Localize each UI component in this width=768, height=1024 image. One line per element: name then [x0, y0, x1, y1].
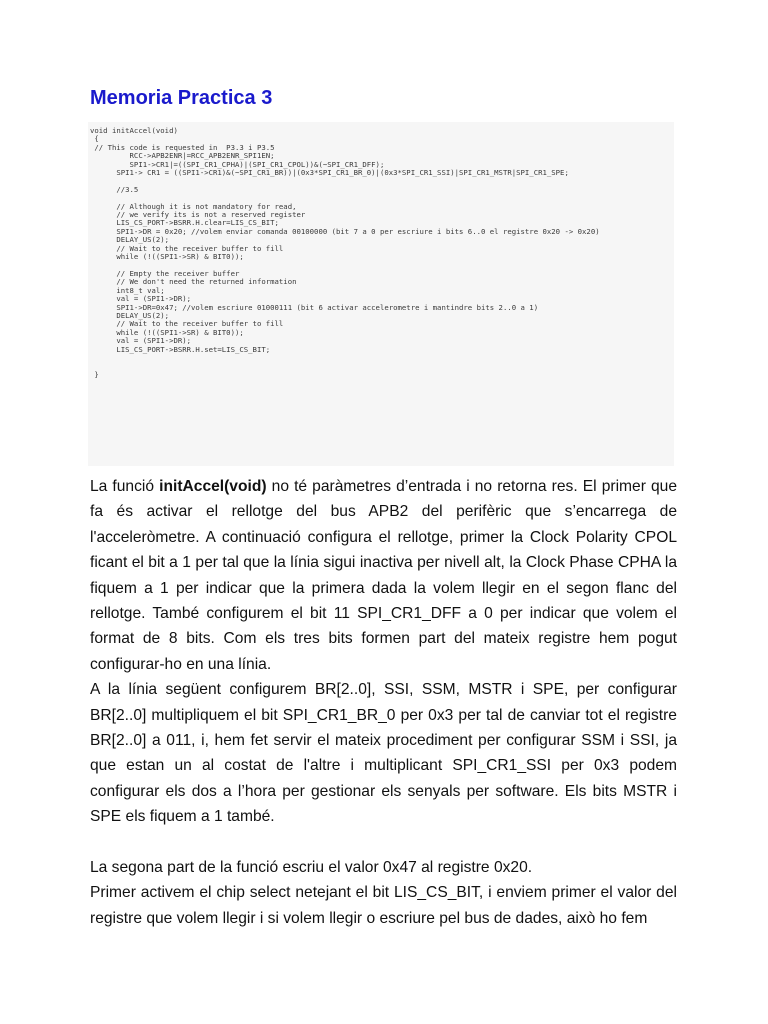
code-line: val = (SPI1->DR); — [90, 294, 192, 304]
function-name-bold: initAccel(void) — [159, 478, 267, 495]
code-line: } — [90, 369, 99, 379]
code-line: RCC->APB2ENR|=RCC_APB2ENR_SPI1EN; — [90, 151, 275, 161]
code-line: // Wait to the receiver buffer to fill — [90, 319, 284, 329]
paragraph-intro-start: La funció — [90, 478, 160, 495]
document-title: Memoria Practica 3 — [90, 87, 273, 109]
code-line: void initAccel(void) — [90, 126, 178, 135]
code-line: int8_t val; — [90, 285, 165, 295]
code-line: LIS_CS_PORT->BSRR.H.clear=LIS_CS_BIT; — [90, 218, 279, 228]
code-line: // we verify its is not a reserved register — [90, 210, 306, 220]
paragraph-second-part: La segona part de la funció escriu el valor 0x47 al registre 0x20. — [90, 859, 533, 877]
code-line: SPI1->DR = 0x20; //volem enviar comanda 00100000 (bit 7 a 0 per escriure i bits 6..0 el registre 0x20 -> 0x20) — [90, 226, 600, 236]
code-line: DELAY_US(2); — [90, 310, 170, 320]
code-line: while (!((SPI1->SR) & BIT0)); — [90, 252, 244, 262]
code-line: //3.5 — [90, 184, 139, 194]
code-line: // Wait to the receiver buffer to fill — [90, 243, 284, 253]
code-screenshot — [88, 122, 674, 466]
code-block — [88, 122, 674, 379]
code-line: SPI1->CR1|=((SPI_CR1_CPHA)|(SPI_CR1_CPOL))&(~SPI_CR1_DFF); — [90, 159, 385, 169]
code-line: DELAY_US(2); — [90, 235, 170, 245]
paragraph-intro — [90, 474, 677, 677]
code-line: // Although it is not mandatory for read, — [90, 201, 297, 211]
paragraph-spacer — [90, 830, 677, 855]
code-line: SPI1-> CR1 = ((SPI1->CR1)&(~SPI_CR1_BR))|(0x3*SPI_CR1_BR_0)|(0x3*SPI_CR1_SSI)|SPI_CR1_MSTR|SPI_CR1_SPE; — [90, 168, 569, 178]
code-line: // We don't need the returned information — [90, 277, 297, 287]
code-line: LIS_CS_PORT->BSRR.H.set=LIS_CS_BIT; — [90, 344, 271, 354]
code-line: // This code is requested in P3.3 i P3.5 — [90, 142, 275, 152]
code-line: // Empty the receiver buffer — [90, 268, 240, 278]
paragraph-intro-rest: no té paràmetres d’entrada i no retorna res. El primer que fa és activar el rellotge del bus APB2 del perifèric que s’encarrega de l'acceleròmetre. A continuació configura el rellotge, primer la Clock Polarity CPOL ficant el bit a 1 per tal que la línia sigui inactiva per nivell alt, la Clock Phase CPHA la fiquem a 1 per indicar que la primera dada la volem llegir en el segon flanc del rellotge. També configurem el bit 11 SPI_CR1_DFF a 0 per indicar que volem el format de 8 bits. Com els tres bits formen part del mateix registre hem pogut configurar-ho en una línia. — [90, 478, 677, 673]
code-line: SPI1->DR=0x47; //volem escriure 01000111 (bit 6 activar accelerometre i mantindre bits 2..0 a 1) — [90, 302, 539, 312]
paragraph-chip-select: Primer activem el chip select netejant el bit LIS_CS_BIT, i enviem primer el valor del registre que volem llegir i si volem llegir o escriure pel bus de dades, això ho fem — [90, 884, 677, 927]
paragraph-config: A la línia següent configurem BR[2..0], SSI, SSM, MSTR i SPE, per configurar BR[2..0] multipliquem el bit SPI_CR1_BR_0 per 0x3 per tal de canviar tot el registre BR[2..0] a 011, i, hem fet servir el mateix procediment per configurar SSM i SSI, ja que estan un al costat de l'altre i multiplicant SPI_CR1_SSI per 0x3 podem configurar els dos a l’hora per gestionar els senyals per software. Els bits MSTR i SPE els fiquem a 1 també. — [90, 681, 677, 826]
code-line: while (!((SPI1->SR) & BIT0)); — [90, 327, 244, 337]
code-line: { — [90, 134, 99, 144]
body-text — [90, 474, 677, 931]
code-line: val = (SPI1->DR); — [90, 336, 192, 346]
